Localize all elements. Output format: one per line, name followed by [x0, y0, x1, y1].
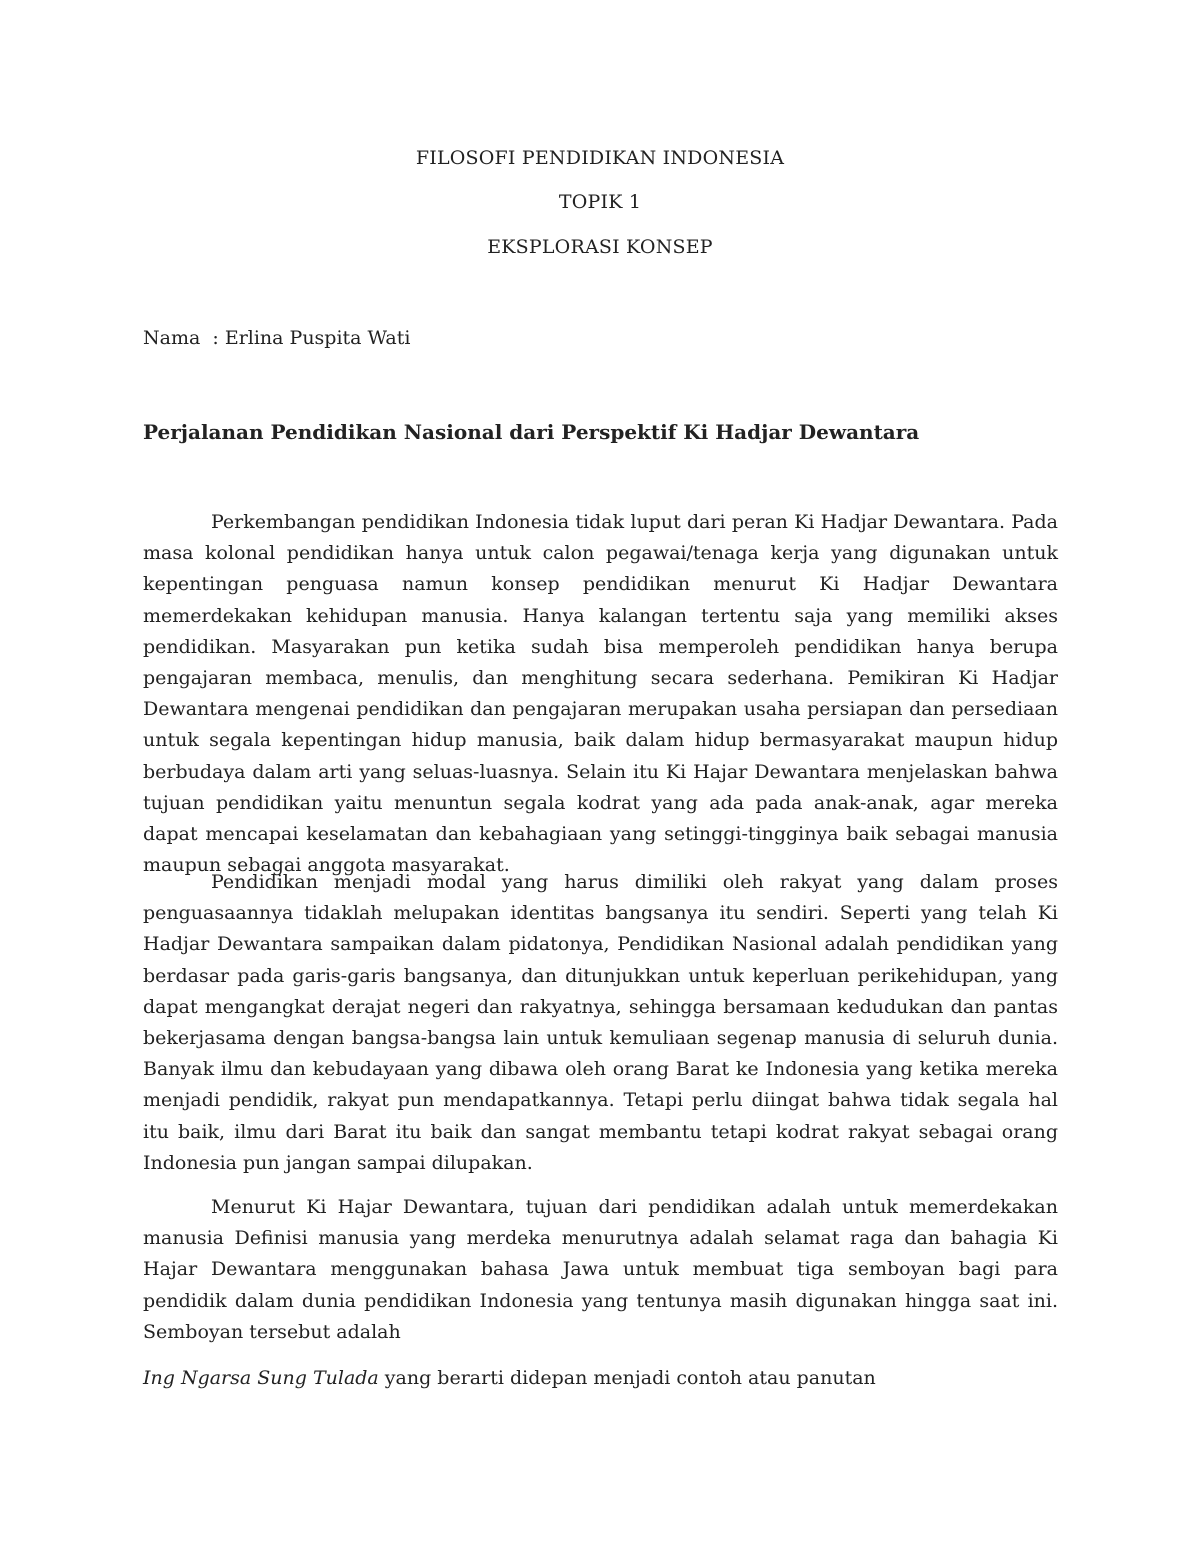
motto-line: [143, 1363, 876, 1394]
name-separator: :: [200, 327, 225, 349]
name-label: Nama: [143, 327, 201, 349]
subtitle: EKSPLORASI KONSEP: [487, 236, 713, 258]
paragraph-2: Pendidikan menjadi modal yang harus dimiliki oleh rakyat yang dalam proses penguasaannya tidaklah melupakan identitas bangsanya itu sendiri. Seperti yang telah Ki Hadjar Dewantara sampaikan dalam pidatonya, Pendidikan Nasional adalah pendidikan yang berdasar pada garis-garis bangsanya, dan ditunjukkan untuk keperluan perikehidupan, yang dapat mengangkat derajat negeri dan rakyatnya, sehingga bersamaan kedudukan dan pantas bekerjasama dengan bangsa-bangsa lain untuk kemuliaan segenap manusia di seluruh dunia. Banyak ilmu dan kebudayaan yang dibawa oleh orang Barat ke Indonesia yang ketika mereka menjadi pendidik, rakyat pun mendapatkannya. Tetapi perlu diingat bahwa tidak segala hal itu baik, ilmu dari Barat itu baik dan sangat membantu tetapi kodrat rakyat sebagai orang Indonesia pun jangan sampai dilupakan.: [143, 871, 1058, 1174]
document-title: FILOSOFI PENDIDIKAN INDONESIA: [415, 147, 785, 169]
section-title: Perjalanan Pendidikan Nasional dari Perspektif Ki Hadjar Dewantara: [143, 420, 920, 444]
topic-label: TOPIK 1: [558, 191, 642, 213]
paragraph-1: Perkembangan pendidikan Indonesia tidak luput dari peran Ki Hadjar Dewantara. Pada masa kolonal pendidikan hanya untuk calon pegawai/tenaga kerja yang digunakan untuk kepentingan penguasa namun konsep pendidikan menurut Ki Hadjar Dewantara memerdekakan kehidupan manusia. Hanya kalangan tertentu saja yang memiliki akses pendidikan. Masyarakan pun ketika sudah bisa memperoleh pendidikan hanya berupa pengajaran membaca, menulis, dan menghitung secara sederhana. Pemikiran Ki Hadjar Dewantara mengenai pendidikan dan pengajaran merupakan usaha persiapan dan persediaan untuk segala kepentingan hidup manusia, baik dalam hidup bermasyarakat maupun hidup berbudaya dalam arti yang seluas-luasnya. Selain itu Ki Hajar Dewantara menjelaskan bahwa tujuan pendidikan yaitu menuntun segala kodrat yang ada pada anak-anak, agar mereka dapat mencapai keselamatan dan kebahagiaan yang setinggi-tingginya baik sebagai manusia maupun sebagai anggota masyarakat.: [143, 511, 1058, 877]
author-line: [143, 326, 410, 350]
motto-phrase: Ing Ngarsa Sung Tulada: [143, 1367, 379, 1389]
name-value: Erlina Puspita Wati: [224, 327, 411, 349]
paragraph-3: Menurut Ki Hajar Dewantara, tujuan dari pendidikan adalah untuk memerdekakan manusia Definisi manusia yang merdeka menurutnya adalah selamat raga dan bahagia Ki Hajar Dewantara menggunakan bahasa Jawa untuk membuat tiga semboyan bagi para pendidik dalam dunia pendidikan Indonesia yang tentunya masih digunakan hingga saat ini. Semboyan tersebut adalah: [143, 1196, 1058, 1343]
motto-meaning: yang berarti didepan menjadi contoh atau panutan: [378, 1367, 876, 1389]
